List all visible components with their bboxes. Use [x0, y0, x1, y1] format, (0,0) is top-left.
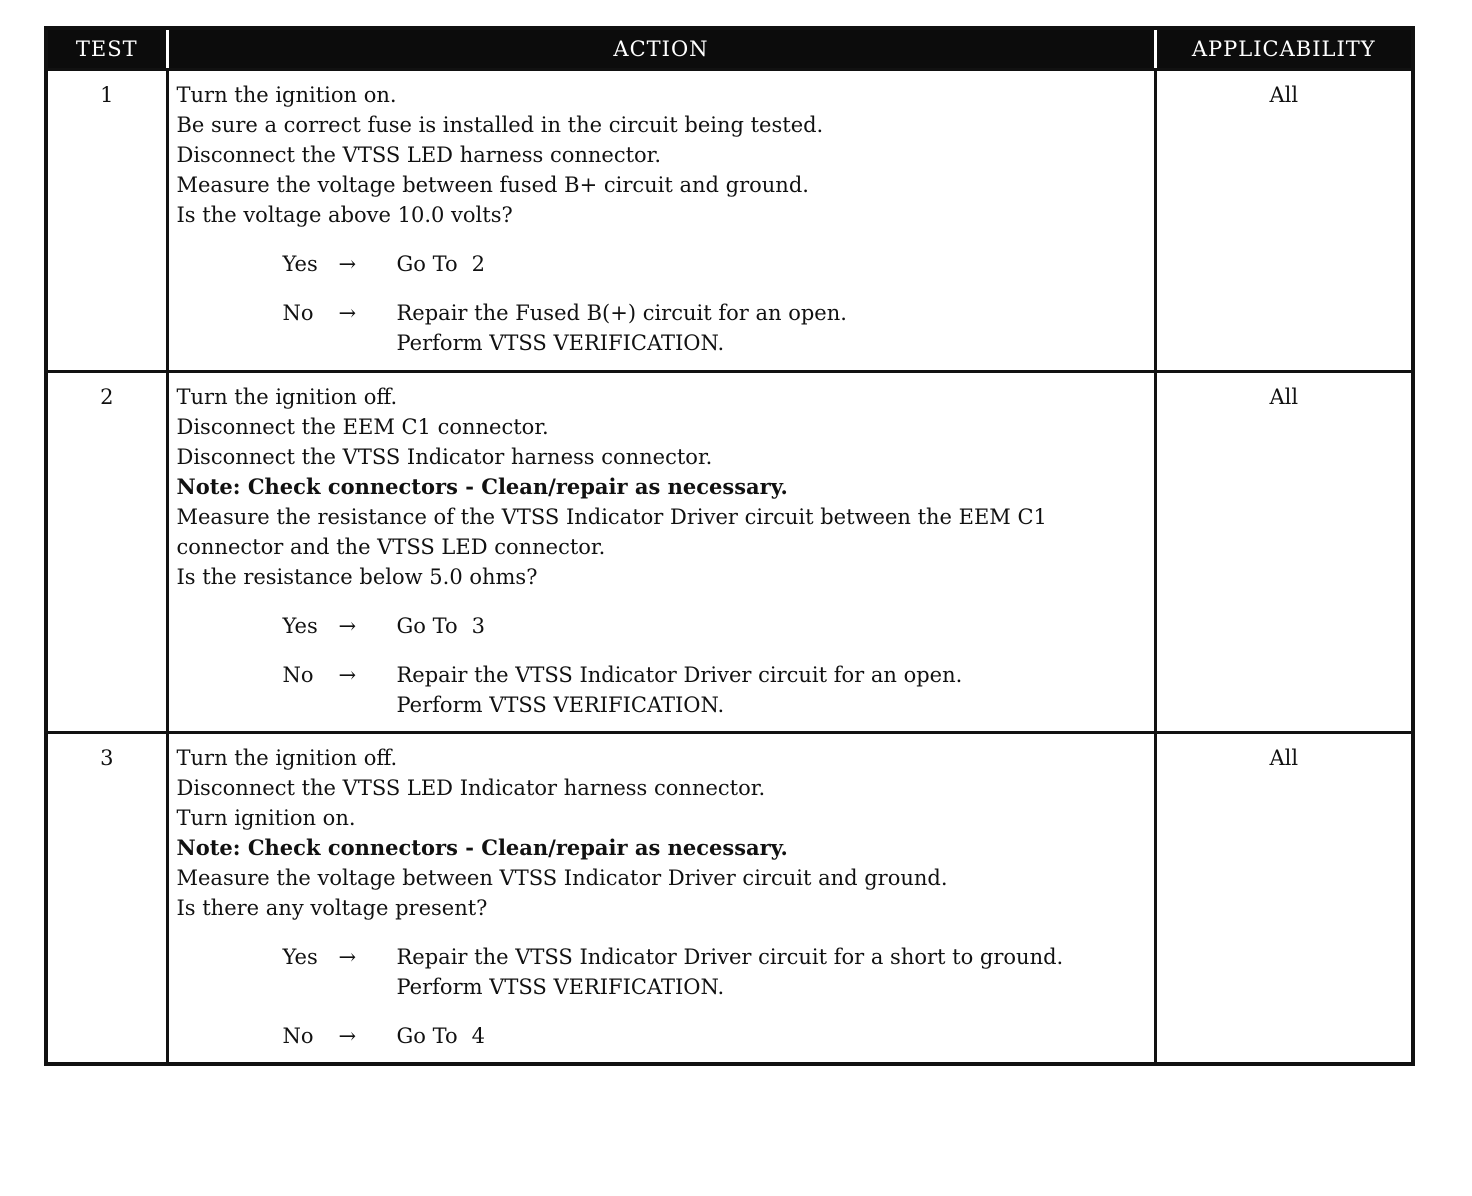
yes-result: [283, 249, 1154, 279]
diagnostic-test-table: [44, 26, 1415, 1066]
action-step: Turn the ignition off.: [176, 385, 398, 409]
arrow-right-icon: →: [338, 1024, 357, 1048]
action-question: Is the voltage above 10.0 volts?: [176, 203, 513, 227]
yes-result: [283, 942, 1154, 1002]
action-step: Turn ignition on.: [176, 806, 356, 830]
header-action: ACTION: [167, 28, 1155, 70]
arrow-right-icon: →: [338, 252, 357, 276]
verification-instruction: Perform VTSS VERIFICATION.: [396, 975, 725, 999]
action-step: Disconnect the VTSS Indicator harness connector.: [176, 445, 713, 469]
action-step: Disconnect the EEM C1 connector.: [176, 415, 549, 439]
no-label: No: [282, 301, 314, 325]
header-applicability: APPLICABILITY: [1155, 28, 1413, 70]
action-step: connector and the VTSS LED connector.: [176, 535, 606, 559]
action-step: Be sure a correct fuse is installed in the circuit being tested.: [176, 113, 824, 137]
action-step: Measure the resistance of the VTSS Indicator Driver circuit between the EEM C1: [176, 505, 1047, 529]
action-step: Turn the ignition on.: [176, 83, 397, 107]
arrow-right-icon: →: [338, 663, 357, 687]
goto-test-number: 2: [471, 252, 485, 276]
yes-label: Yes: [282, 945, 318, 969]
applicability-value: All: [1155, 70, 1413, 372]
goto-text: Go To: [396, 252, 458, 276]
yes-label: Yes: [282, 614, 318, 638]
note-text: Note: Check connectors - Clean/repair as necessary.: [176, 474, 788, 499]
action-step: Disconnect the VTSS LED Indicator harness connector.: [176, 776, 766, 800]
action-question: Is there any voltage present?: [176, 896, 488, 920]
action-step: Turn the ignition off.: [176, 746, 398, 770]
header-row: [46, 28, 1413, 70]
test-row: [46, 70, 1413, 372]
action-cell: [167, 70, 1155, 372]
verification-instruction: Perform VTSS VERIFICATION.: [396, 331, 725, 355]
test-number: 2: [46, 372, 167, 733]
arrow-right-icon: →: [338, 301, 357, 325]
test-number: 3: [46, 733, 167, 1064]
repair-instruction: Repair the Fused B(+) circuit for an open.: [396, 301, 847, 325]
test-number: 1: [46, 70, 167, 372]
test-row: [46, 733, 1413, 1064]
goto-test-number: 4: [471, 1024, 485, 1048]
no-result: [283, 660, 1154, 720]
no-result: [283, 298, 1154, 358]
arrow-right-icon: →: [338, 614, 357, 638]
yes-label: Yes: [282, 252, 318, 276]
applicability-value: All: [1155, 372, 1413, 733]
yes-result: [283, 611, 1154, 641]
action-step: Disconnect the VTSS LED harness connector.: [176, 143, 662, 167]
applicability-value: All: [1155, 733, 1413, 1064]
verification-instruction: Perform VTSS VERIFICATION.: [396, 693, 725, 717]
arrow-right-icon: →: [338, 945, 357, 969]
action-step: Measure the voltage between VTSS Indicator Driver circuit and ground.: [176, 866, 948, 890]
goto-test-number: 3: [471, 614, 485, 638]
no-label: No: [282, 663, 314, 687]
action-step: Measure the voltage between fused B+ circuit and ground.: [176, 173, 809, 197]
repair-instruction: Repair the VTSS Indicator Driver circuit for a short to ground.: [396, 945, 1064, 969]
goto-text: Go To: [396, 614, 458, 638]
note-text: Note: Check connectors - Clean/repair as necessary.: [176, 835, 788, 860]
test-row: [46, 372, 1413, 733]
no-label: No: [282, 1024, 314, 1048]
action-cell: [167, 733, 1155, 1064]
header-test: TEST: [46, 28, 167, 70]
action-cell: [167, 372, 1155, 733]
action-question: Is the resistance below 5.0 ohms?: [176, 565, 538, 589]
goto-text: Go To: [396, 1024, 458, 1048]
repair-instruction: Repair the VTSS Indicator Driver circuit for an open.: [396, 663, 963, 687]
no-result: [283, 1021, 1154, 1051]
